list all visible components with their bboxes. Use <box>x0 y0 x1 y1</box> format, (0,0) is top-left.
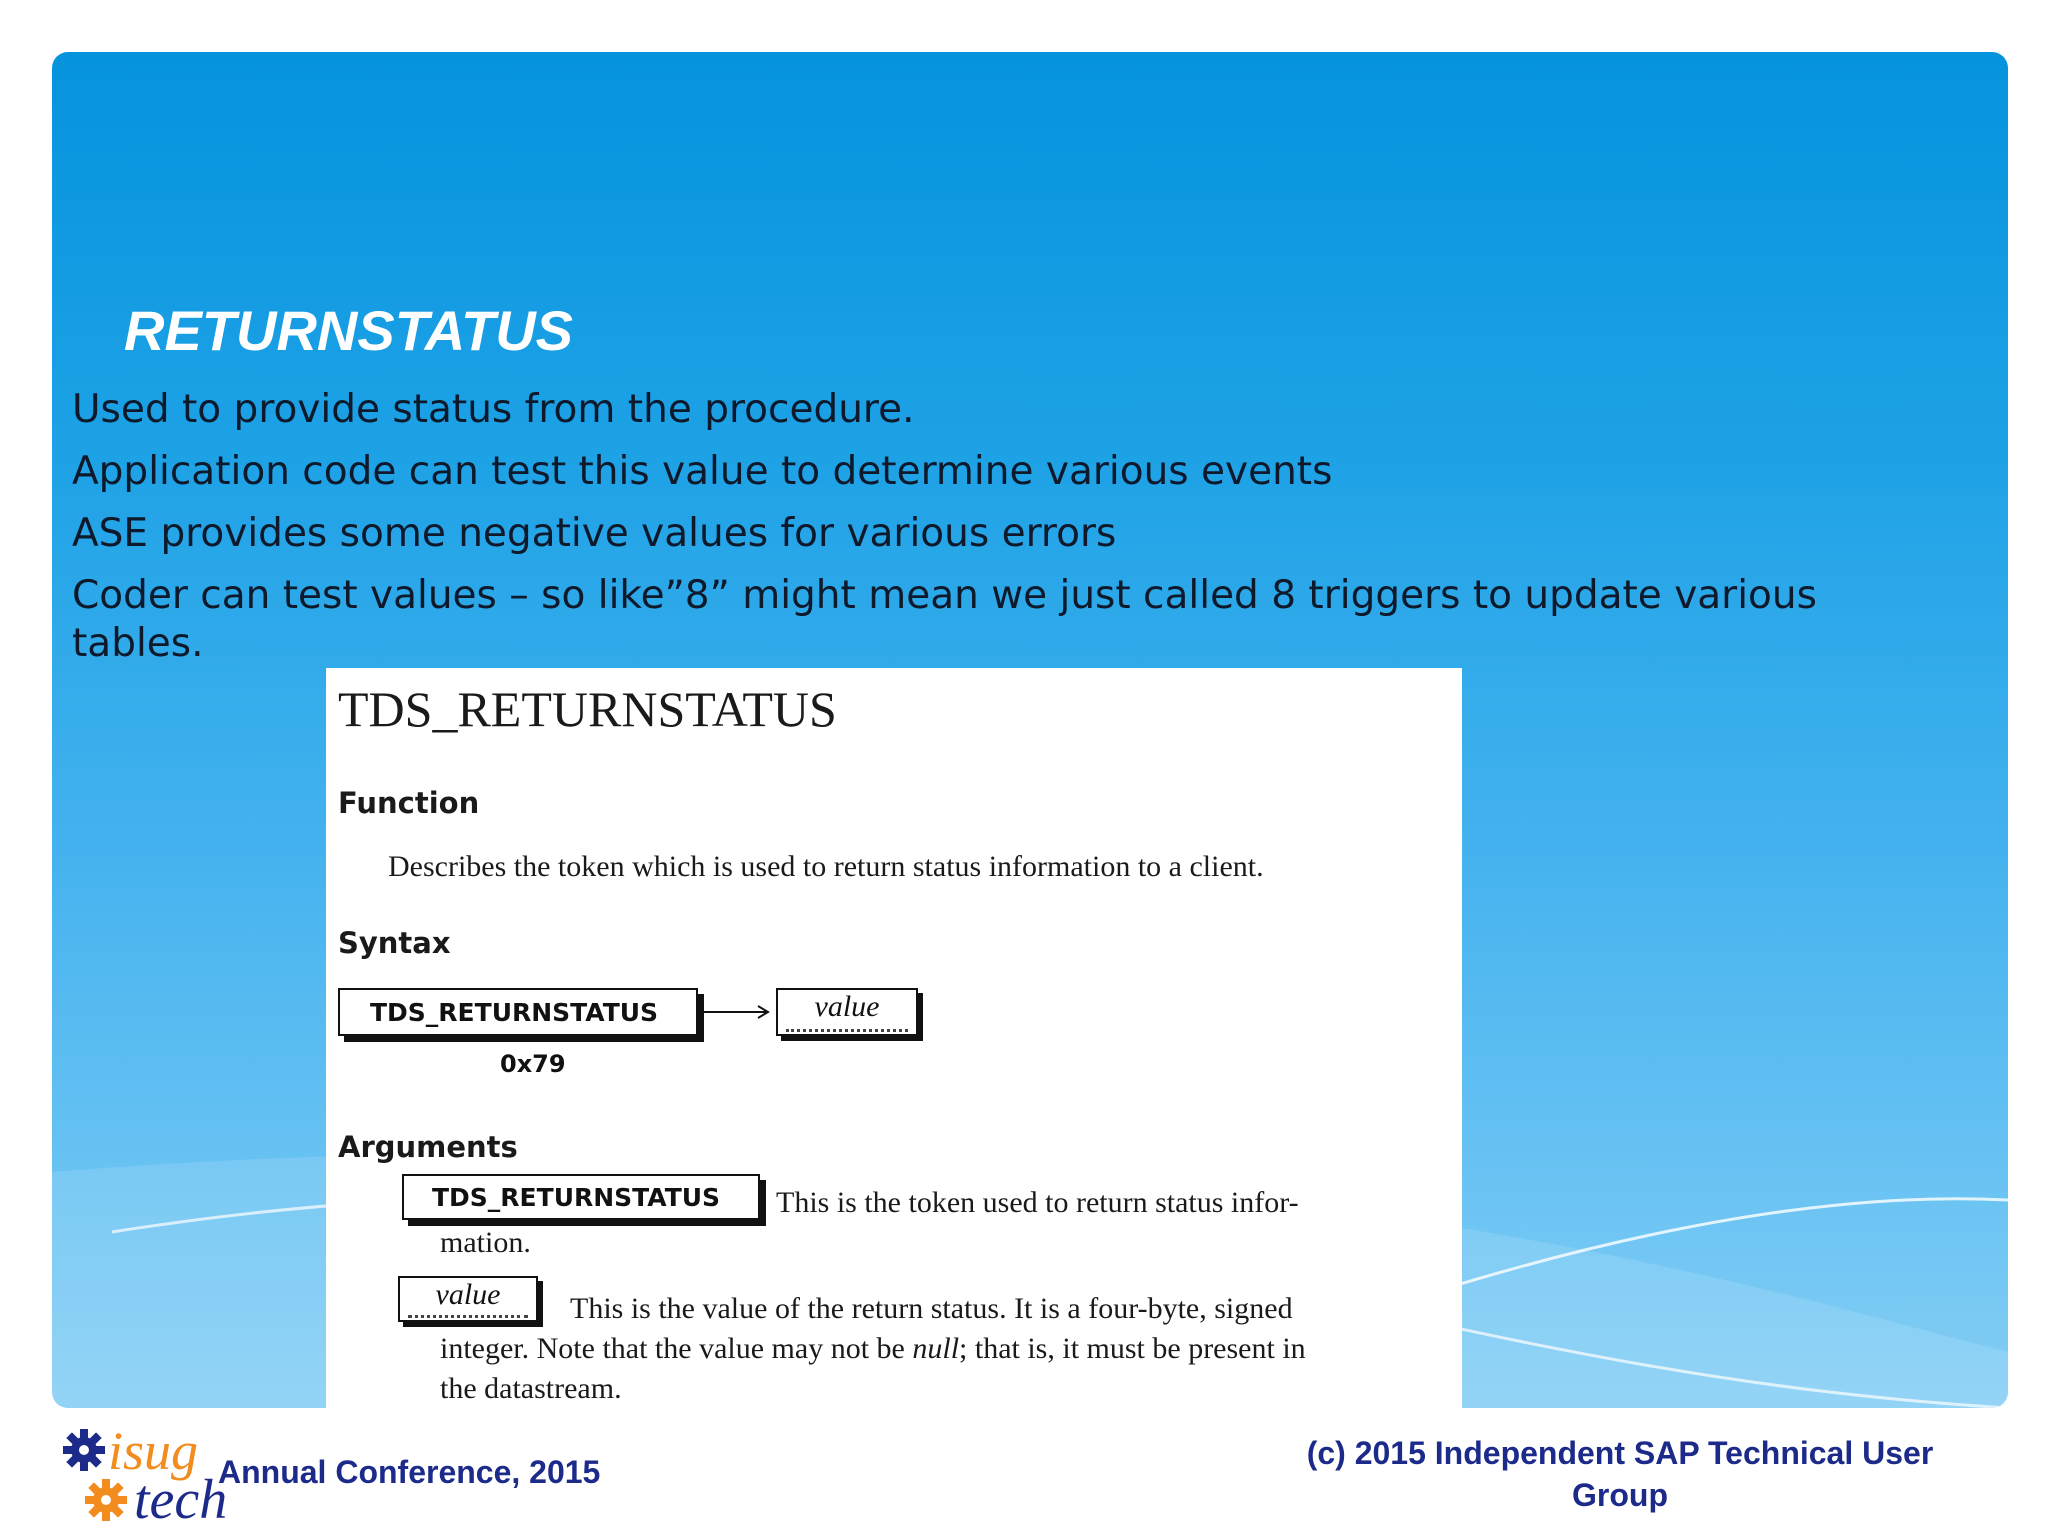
bullet-item: Application code can test this value to determine various events <box>72 449 1333 494</box>
arg2-text-line3: the datastream. <box>440 1372 622 1405</box>
arg-token-box <box>402 1174 760 1220</box>
bullet-list <box>72 386 1932 682</box>
arg2-text-pre: integer. Note that the value may not be <box>440 1332 913 1365</box>
function-heading: Function <box>338 786 480 820</box>
arrow-right-icon <box>704 1002 774 1022</box>
syntax-value-box <box>776 988 918 1036</box>
bullet-item: Coder can test values – so like”8” might mean we just called 8 triggers to update various tables. <box>72 573 1817 666</box>
logo-text-isug: isug <box>108 1421 199 1481</box>
arg-token-label: TDS_RETURNSTATUS <box>432 1182 721 1212</box>
copyright-text: (c) 2015 Independent SAP Technical User Group <box>1306 1435 1934 1513</box>
function-text: Describes the token which is used to return status information to a client. <box>388 850 1264 883</box>
syntax-token-label: TDS_RETURNSTATUS <box>370 997 659 1027</box>
arg2-text-post: ; that is, it must be present in <box>959 1332 1306 1365</box>
syntax-value-label: value <box>814 990 880 1023</box>
arg2-text-emphasis: null <box>912 1332 960 1365</box>
syntax-heading: Syntax <box>338 926 451 960</box>
logo-text-tech: tech <box>134 1469 228 1531</box>
arg1-text-line2: mation. <box>440 1226 531 1259</box>
slide-title: RETURNSTATUS <box>124 299 574 362</box>
syntax-hex-code: 0x79 <box>500 1050 566 1078</box>
bullet-item: ASE provides some negative values for various errors <box>72 511 1117 556</box>
arguments-heading: Arguments <box>338 1130 518 1164</box>
isug-tech-logo <box>62 1420 228 1531</box>
arg-value-label: value <box>435 1278 501 1311</box>
figure-title: TDS_RETURNSTATUS <box>338 681 837 737</box>
arg2-text-line2 <box>440 1332 1306 1366</box>
arg2-text-line1: This is the value of the return status. It is a four-byte, signed <box>570 1292 1293 1325</box>
gear-icon <box>62 1428 106 1472</box>
value-ticks <box>408 1311 528 1318</box>
bullet-item: Used to provide status from the procedure. <box>72 387 915 432</box>
conference-label: Annual Conference, 2015 <box>218 1454 601 1490</box>
arg-value-box <box>398 1276 538 1322</box>
value-ticks <box>786 1025 908 1032</box>
gear-icon <box>84 1478 128 1522</box>
arg1-text-line1: This is the token used to return status infor- <box>776 1186 1299 1219</box>
syntax-token-box <box>338 988 698 1036</box>
footer-logo-area <box>62 1420 228 1531</box>
spec-figure <box>326 668 1462 1428</box>
